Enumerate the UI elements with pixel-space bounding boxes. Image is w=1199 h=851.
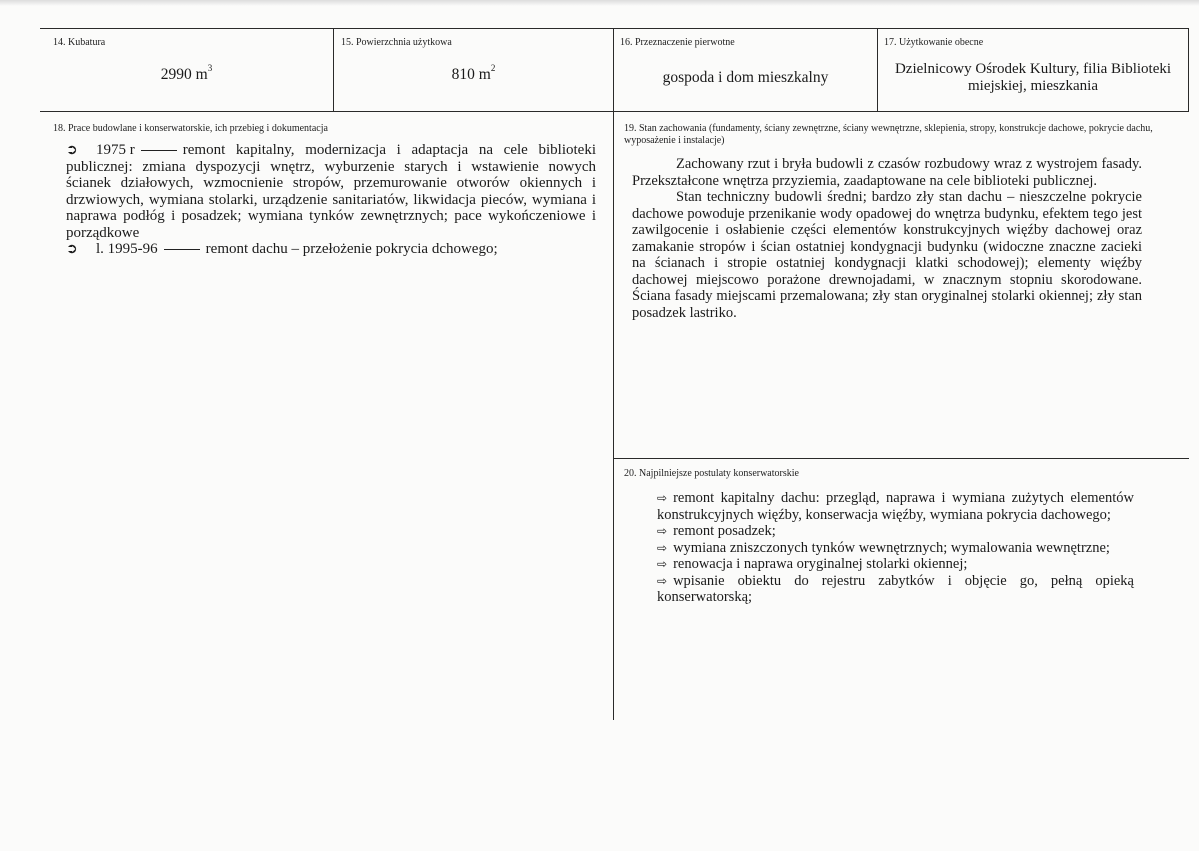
uzytkowanie-label: 17. Użytkowanie obecne <box>884 37 984 48</box>
kubatura-label: 14. Kubatura <box>53 37 106 48</box>
powierzchnia-label: 15. Powierzchnia użytkowa <box>341 37 452 48</box>
przeznaczenie-label: 16. Przeznaczenie pierwotne <box>620 37 735 48</box>
hollow-right-arrow-icon: ⇨ <box>657 491 668 505</box>
hollow-right-arrow-icon: ⇨ <box>657 557 668 571</box>
grid-line-right <box>1188 28 1189 112</box>
prace-list <box>66 142 596 258</box>
postulaty-list <box>657 490 1134 606</box>
uzytkowanie-value: Dzielnicowy Ośrodek Kultury, filia Biblioteki miejskiej, mieszkania <box>894 61 1172 94</box>
prace-item-year: 1975 r <box>96 142 135 158</box>
stan-paragraph-1: Zachowany rzut i bryła budowli z czasów rozbudowy wraz z wystrojem fasady. Przekształcone wnętrza przyziemia, zaadaptowane na cele biblioteki publicznej. <box>632 156 1142 189</box>
scan-top-shadow <box>0 0 1199 6</box>
kubatura-number: 2990 m <box>160 66 208 84</box>
prace-item-year: l. 1995-96 <box>96 241 158 257</box>
prace-item-1975 <box>66 142 596 241</box>
powierzchnia-number: 810 m <box>451 66 491 84</box>
grid-line-row1-bottom <box>40 111 1189 112</box>
postulaty-item <box>657 490 1134 523</box>
hollow-right-arrow-icon: ⇨ <box>657 573 668 588</box>
postulaty-item-text: remont kapitalny dachu: przegląd, naprawa i wymiana zużytych elementów konstrukcyjnych więźby, konserwacja więźby, wymiana pokrycia dachowego; <box>657 490 1134 523</box>
postulaty-label: 20. Najpilniejsze postulaty konserwatorskie <box>624 468 799 479</box>
hollow-right-arrow-icon: ⇨ <box>657 540 668 555</box>
stan-label: 19. Stan zachowania (fundamenty, ściany zewnętrzne, ściany wewnętrzne, sklepienia, stropy, konstrukcje dachowe, pokrycie dachu, wyposażenie i instalacje) <box>624 123 1153 146</box>
postulaty-item <box>657 556 1134 573</box>
grid-line-v3 <box>877 28 878 112</box>
postulaty-item-text: renowacja i naprawa oryginalnej stolarki okiennej; <box>673 556 968 572</box>
bold-right-arrow-icon: ➲ <box>66 241 78 257</box>
long-dash <box>141 150 177 151</box>
prace-item-text: remont kapitalny, modernizacja i adaptacja na cele biblioteki publicznej: zmiana dyspozycji wnętrz, wyburzenie starych i wstawienie nowych ścianek działowych, wzmocnienie stropów, przemurowanie otworów okiennych i drzwiowych, wymiana stolarki, urządzenie sanitariatów, likwidacja pieców, wymiana i naprawa podłóg i posadzek; wymiana tynków zewnętrznych; pace wykończeniowe i porządkowe <box>66 142 596 241</box>
prace-item-text: remont dachu – przełożenie pokrycia dchowego; <box>205 241 498 257</box>
postulaty-item-text: wpisanie obiektu do rejestru zabytków i objęcie go, pełną opieką konserwatorską; <box>657 572 1134 605</box>
grid-line-top <box>40 28 1189 29</box>
stan-paragraph-2: Stan techniczny budowli średni; bardzo zły stan dachu – nieszczelne pokrycie dachowe powoduje przenikanie wody opadowej do wnętrza budynku, efektem tego jest zawilgocenie i osłabienie części elementów konstrukcyjnych więźby dachowej oraz zamakanie stropów i ścian ostatniej kondygnacji budynku (widoczne znaczne zacieki na ścianach i stropie ostatniej kondygnacji klatki schodowej); elementy więźby dachowej miejscowo porażone drewnojadami, w znacznym stopniu skorodowane. Ściana fasady miejscami przemalowana; zły stan oryginalnej stolarki okiennej; zły stan posadzek lastriko. <box>632 189 1142 321</box>
postulaty-item <box>657 573 1134 606</box>
bold-right-arrow-icon: ➲ <box>66 142 78 158</box>
kubatura-unit-exponent: 3 <box>207 63 213 73</box>
powierzchnia-value <box>334 65 613 84</box>
long-dash <box>164 249 200 250</box>
grid-line-row2-bottom <box>614 458 1189 459</box>
postulaty-item-text: wymiana zniszczonych tynków wewnętrznych; wymalowania wewnętrzne; <box>673 539 1110 556</box>
powierzchnia-unit-exponent: 2 <box>490 63 496 73</box>
kubatura-value <box>40 65 333 84</box>
postulaty-item <box>657 523 1134 540</box>
postulaty-item-text: remont posadzek; <box>673 523 776 539</box>
prace-item-1995 <box>66 241 596 258</box>
hollow-right-arrow-icon: ⇨ <box>657 524 668 538</box>
postulaty-item <box>657 540 1134 557</box>
grid-line-v2 <box>613 28 614 720</box>
przeznaczenie-value: gospoda i dom mieszkalny <box>662 69 829 86</box>
stan-text <box>632 156 1142 321</box>
prace-label: 18. Prace budowlane i konserwatorskie, ich przebieg i dokumentacja <box>53 123 328 134</box>
